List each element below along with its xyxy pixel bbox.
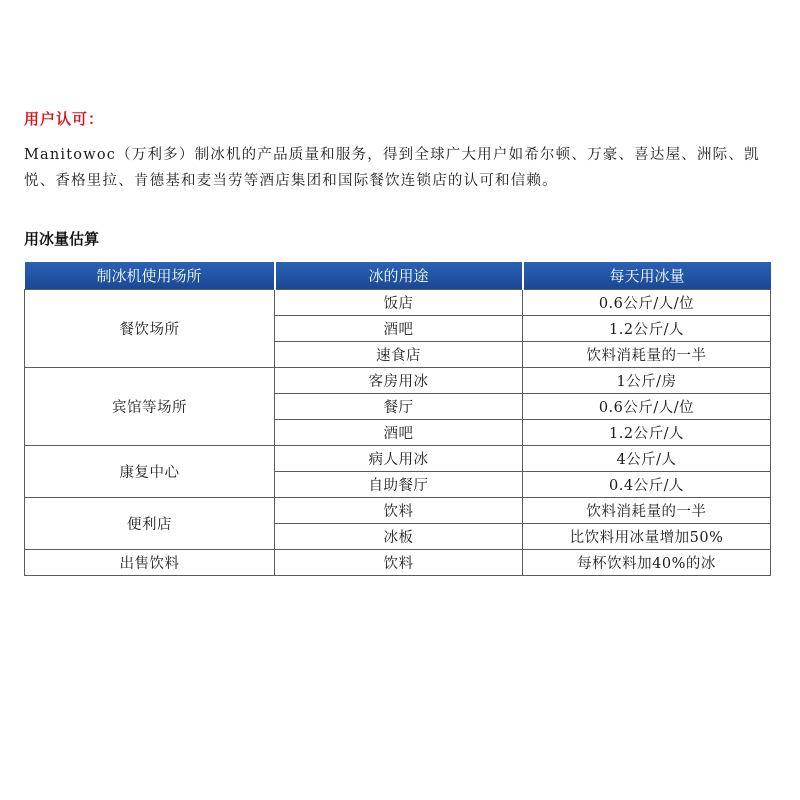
place-cell: 便利店 — [25, 498, 275, 550]
ice-estimate-title: 用冰量估算 — [24, 230, 100, 248]
table-row — [25, 550, 771, 576]
ice-usage-table — [24, 262, 771, 576]
use-cell: 速食店 — [275, 342, 523, 368]
table-row — [25, 290, 771, 316]
header-use: 冰的用途 — [275, 262, 523, 290]
table-row — [25, 368, 771, 394]
amount-cell: 饮料消耗量的一半 — [523, 342, 771, 368]
use-cell: 饭店 — [275, 290, 523, 316]
place-cell: 宾馆等场所 — [25, 368, 275, 446]
table-body — [25, 290, 771, 576]
place-cell: 康复中心 — [25, 446, 275, 498]
use-cell: 冰板 — [275, 524, 523, 550]
use-cell: 酒吧 — [275, 316, 523, 342]
use-cell: 病人用冰 — [275, 446, 523, 472]
table-row — [25, 446, 771, 472]
use-cell: 饮料 — [275, 550, 523, 576]
amount-cell: 0.6公斤/人/位 — [523, 394, 771, 420]
place-cell: 出售饮料 — [25, 550, 275, 576]
use-cell: 饮料 — [275, 498, 523, 524]
amount-cell: 0.6公斤/人/位 — [523, 290, 771, 316]
amount-cell: 1.2公斤/人 — [523, 316, 771, 342]
place-cell: 餐饮场所 — [25, 290, 275, 368]
amount-cell: 饮料消耗量的一半 — [523, 498, 771, 524]
table-row — [25, 498, 771, 524]
use-cell: 餐厅 — [275, 394, 523, 420]
amount-cell: 4公斤/人 — [523, 446, 771, 472]
amount-cell: 1公斤/房 — [523, 368, 771, 394]
amount-cell: 每杯饮料加40%的冰 — [523, 550, 771, 576]
header-place: 制冰机使用场所 — [25, 262, 275, 290]
table-header-row — [25, 262, 771, 290]
user-recognition-heading: 用户认可： — [24, 110, 105, 128]
amount-cell: 0.4公斤/人 — [523, 472, 771, 498]
header-amount: 每天用冰量 — [523, 262, 771, 290]
use-cell: 自助餐厅 — [275, 472, 523, 498]
use-cell: 酒吧 — [275, 420, 523, 446]
amount-cell: 1.2公斤/人 — [523, 420, 771, 446]
amount-cell: 比饮料用冰量增加50% — [523, 524, 771, 550]
use-cell: 客房用冰 — [275, 368, 523, 394]
user-recognition-text: Manitowoc（万利多）制冰机的产品质量和服务，得到全球广大用户如希尔顿、万豪、喜达屋、洲际、凯悦、香格里拉、肯德基和麦当劳等酒店集团和国际餐饮连锁店的认可和信赖。 — [24, 147, 760, 189]
